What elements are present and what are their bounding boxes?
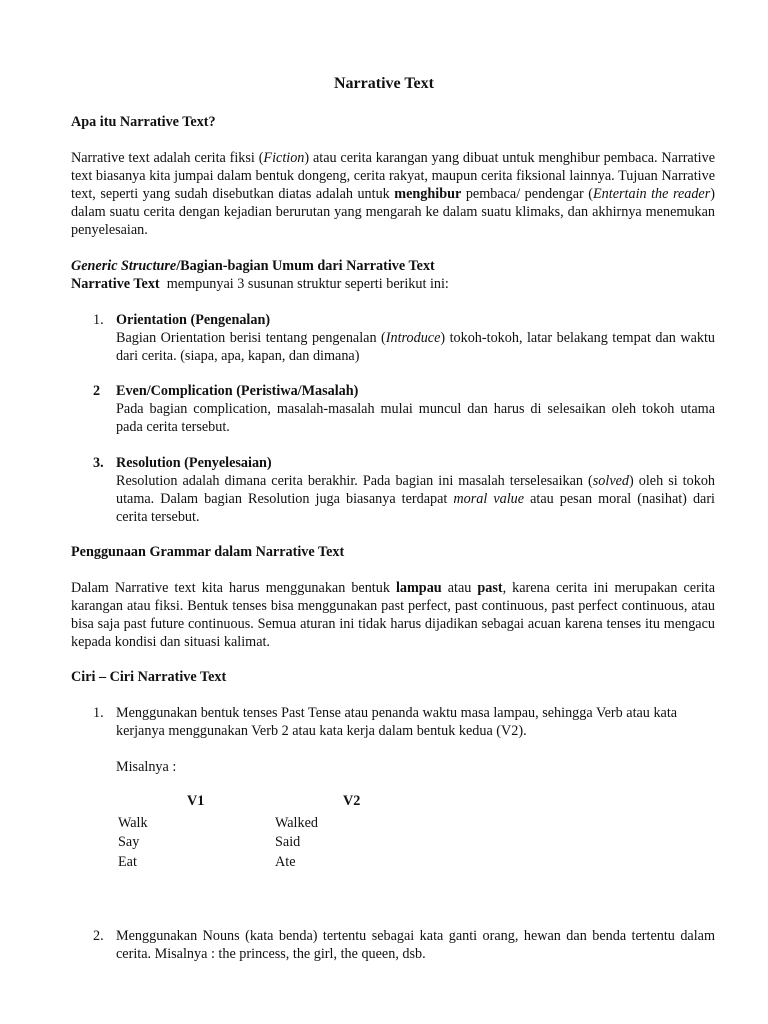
list-item-body: Bagian Orientation berisi tentang pengenalan (Introduce) tokoh-tokoh, latar belakang tempat dan waktu dari cerita. (siapa, apa, kapan, dan dimana) xyxy=(116,330,715,364)
column-header-v1: V1 xyxy=(187,793,205,809)
list-number: 2 xyxy=(93,383,101,399)
grammar-paragraph: Dalam Narrative text kita harus menggunakan bentuk lampau atau past, karena cerita ini merupakan cerita karangan atau fiksi. Bentuk tenses bisa menggunakan past perfect, past continuous, past perfect continuous, atau bisa saja past future continuous. Semua aturan ini tidak harus dijadikan sebagai acuan karena tenses itu mengacu kepada kondisi dan situasi kalimat. xyxy=(71,580,715,650)
list-item-title: Resolution (Penyelesaian) xyxy=(116,455,272,471)
section-heading-grammar: Penggunaan Grammar dalam Narrative Text xyxy=(71,544,345,560)
list-number: 2. xyxy=(93,928,104,944)
section-heading-ciri: Ciri – Ciri Narrative Text xyxy=(71,669,227,685)
example-label: Misalnya : xyxy=(116,759,177,775)
list-number: 1. xyxy=(93,705,104,721)
list-number: 1. xyxy=(93,312,104,328)
table-cell-v2: Ate xyxy=(275,854,296,870)
document-title: Narrative Text xyxy=(334,75,434,92)
list-item-title: Orientation (Pengenalan) xyxy=(116,312,271,328)
section-heading-what: Apa itu Narrative Text? xyxy=(71,114,216,130)
list-item-title: Even/Complication (Peristiwa/Masalah) xyxy=(116,383,359,399)
ciri-item-text: Menggunakan bentuk tenses Past Tense atau penanda waktu masa lampau, sehingga Verb atau kata kerjanya menggunakan Verb 2 atau kata kerja dalam bentuk kedua (V2). xyxy=(116,705,678,739)
list-item-body: Resolution adalah dimana cerita berakhir. Pada bagian ini masalah terselesaikan (solved) oleh si tokoh utama. Dalam bagian Resolution juga biasanya terdapat moral value atau pesan moral (nasihat) dari cerita tersebut. xyxy=(116,473,716,525)
intro-paragraph: Narrative text adalah cerita fiksi (Fiction) atau cerita karangan yang dibuat untuk menghibur pembaca. Narrative text biasanya kita jumpai dalam bentuk dongeng, cerita rakyat, maupun cerita fiksional lainnya. Tujuan Narrative text, seperti yang sudah disebutkan diatas adalah untuk menghibur pembaca/ pendengar (Entertain the reader) dalam suatu cerita dengan kejadian berurutan yang mengarah ke dalam suatu klimaks, dan akhirnya menemukan penyelesaian. xyxy=(71,150,715,238)
table-cell-v1: Eat xyxy=(118,854,137,870)
table-cell-v2: Walked xyxy=(275,815,318,831)
table-cell-v1: Walk xyxy=(118,815,148,831)
table-cell-v2: Said xyxy=(275,834,301,850)
list-number: 3. xyxy=(93,455,104,471)
table-cell-v1: Say xyxy=(118,834,140,850)
structure-intro-line: Narrative Text mempunyai 3 susunan struktur seperti berikut ini: xyxy=(71,276,449,292)
ciri-item-text: Menggunakan Nouns (kata benda) tertentu sebagai kata ganti orang, hewan dan benda tertentu dalam cerita. Misalnya : the princess, the girl, the queen, dsb. xyxy=(116,928,715,962)
column-header-v2: V2 xyxy=(343,793,361,809)
list-item-body: Pada bagian complication, masalah-masalah mulai muncul dan harus di selesaikan oleh tokoh utama pada cerita tersebut. xyxy=(116,401,715,435)
section-heading-structure: Generic Structure/Bagian-bagian Umum dari Narrative Text xyxy=(71,258,435,274)
